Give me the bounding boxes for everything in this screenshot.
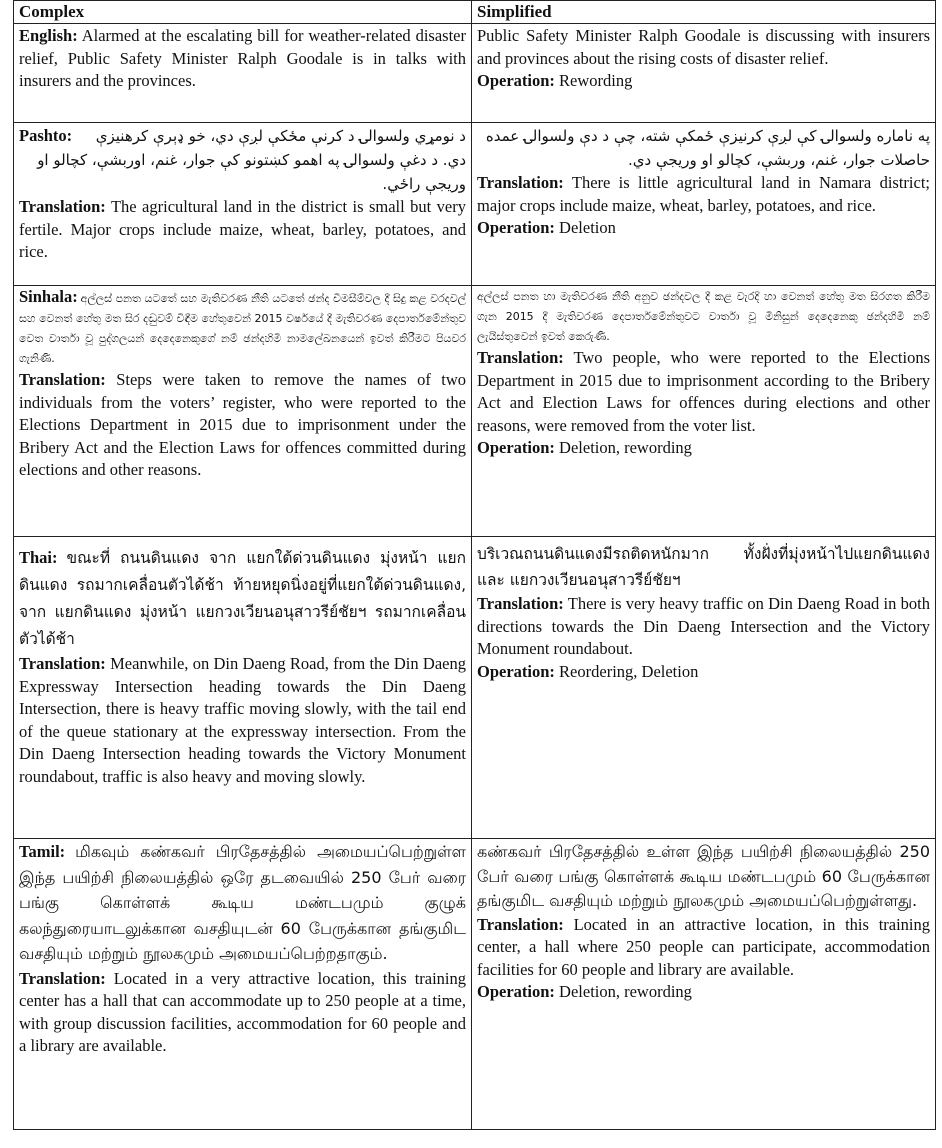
complex-cell — [14, 286, 472, 537]
translation-label: Translation: — [19, 968, 106, 988]
translation-label: Translation: — [477, 914, 564, 934]
complex-text: Alarmed at the escalating bill for weather-related disaster relief, Public Safety Minister Ralph Goodale is in talks with insurers and the provinces. — [19, 26, 466, 90]
simplified-translation: There is little agricultural land in Namara district; major crops include maize, wheat, barley, potatoes, and rice. — [477, 173, 930, 215]
operation-value: Rewording — [559, 71, 633, 90]
header-simplified: Simplified — [472, 1, 936, 24]
simplified-translation: Located in an attractive location, in this training center, a hall where 250 people can participate, accommodation facilities for 60 people and library are available. — [477, 914, 931, 979]
header-row — [14, 1, 936, 24]
operation-value: Deletion — [559, 218, 616, 237]
complex-text: மிகவும் கண்கவர் பிரதேசத்தில் அமையப்பெற்றுள்ள இந்த பயிற்சி நிலையத்தில் ஒரே தடவையில் 250 பேர் வரை பங்கு கொள்ளக் கூடிய மண்டபமும் குழுக் கலந்துரையாடலுக்கான வசதியுடன் 60 பேருக்கான தங்குமிட வசதியும் மற்றும் நூலகமும் அமையப்பெற்றதாகும். — [19, 842, 466, 963]
operation-label: Operation: — [477, 438, 555, 457]
operation-value: Deletion, rewording — [559, 982, 692, 1001]
table-row — [14, 286, 936, 537]
language-label: Pashto: — [19, 126, 73, 145]
operation-label: Operation: — [477, 982, 555, 1001]
translation-label: Translation: — [477, 173, 564, 192]
table-row — [14, 24, 936, 123]
complex-text: අල්ලස් පනත යටතේ සහ මැතිවරණ නීති යටතේ ඡන්ද විමසීම්වල දී සිදු කළ වරදවල් සහ වෙනත් හේතු මත සිර දඬුවම් විඳීම හේතුවෙන් 2015 වර්ෂයේ දී මැතිවරණ දෙපාර්තමේන්තුව වෙත වාර්තා වූ පුද්ගලයන් දෙදෙනෙකුගේ නම් ඡන්දහිමි නාමලේඛනයෙන් ඉවත් කිරීමට පියවර ගැනිණි. — [19, 292, 466, 365]
simplified-text: கண்கவர் பிரதேசத்தில் உள்ள இந்த பயிற்சி நிலையத்தில் 250 பேர் வரை பங்கு கொள்ளக் கூடிய மண்டபமும் 60 பேருக்கான தங்குமிட வசதியும் மற்றும் நூலகமும் அமையப்பெற்றுள்ளது. — [477, 842, 930, 910]
operation-label: Operation: — [477, 218, 555, 237]
simplified-cell — [472, 286, 936, 537]
complex-text: ขณะที่ ถนนดินแดง จาก แยกใต้ด่วนดินแดง มุ่งหน้า แยกดินแดง รถมากเคลื่อนตัวได้ช้า ท้ายหยุดนิ่งอยู่ที่แยกใต้ด่วนดินแดง, จาก แยกดินแดง มุ่งหน้า แยกวงเวียนอนุสาวรีย์ชัยฯ รถมากเคลื่อนตัวได้ช้า — [19, 549, 466, 648]
complex-cell — [14, 537, 472, 839]
complex-translation: Meanwhile, on Din Daeng Road, from the Din Daeng Expressway Intersection heading towards the Din Daeng Intersection, there is heavy traffic moving slowly, with the tail end of the queue stationary at the expressway intersection. From the Din Daeng Intersection heading towards the Victory Monument roundabout, traffic is also heavy and moving slowly. — [19, 654, 466, 786]
examples-table — [13, 0, 936, 1130]
complex-text: د نومړي ولسوالۍ د کرنې مځکې لږې دي، خو ډېرې کرهنیزې دي. د دغې ولسوالۍ په اهمو کښتونو کې جوار، غنم، اوربشې، کچالو او وریجې راځي. — [37, 127, 466, 193]
table-row — [14, 123, 936, 286]
operation-label: Operation: — [477, 71, 555, 90]
operation-value: Reordering, Deletion — [559, 661, 699, 681]
language-label: Thai: — [19, 548, 58, 567]
complex-translation: The agricultural land in the district is small but very fertile. Major crops include maize, wheat, barley, potatoes, and rice. — [19, 197, 466, 261]
complex-translation: Located in a very attractive location, this training center has a hall that can accommodate up to 250 people at a time, with group discussion facilities, accommodation for 60 people and a library are available. — [19, 968, 467, 1055]
simplified-cell — [472, 123, 936, 286]
translation-label: Translation: — [19, 654, 106, 673]
simplified-text: په ناماره ولسوالۍ کې لږې کرنیزې ځمکې شته، چې د دې ولسوالۍ عمده حاصلات جوار، غنم، وربشې، کچالو او وریجې دي. — [485, 127, 930, 169]
language-label: Sinhala: — [19, 287, 78, 306]
simplified-cell — [472, 839, 936, 1130]
translation-label: Translation: — [477, 594, 564, 613]
language-label: Tamil: — [19, 842, 66, 861]
simplified-translation: Two people, who were reported to the Elections Department in 2015 due to imprisonment according to the Bribery Act and Election Laws for offences during elections and other reasons, were removed from the voter list. — [477, 348, 930, 435]
simplified-text: Public Safety Minister Ralph Goodale is discussing with insurers and provinces about the rising costs of disaster relief. — [477, 26, 930, 68]
simplified-text: บริเวณถนนดินแดงมีรถติดหนักมาก ทั้งฝั่งที่มุ่งหน้าไปแยกดินแดง และ แยกวงเวียนอนุสาวรีย์ชัยฯ — [477, 545, 930, 589]
complex-cell — [14, 24, 472, 123]
operation-value: Deletion, rewording — [559, 438, 692, 457]
complex-translation: Steps were taken to remove the names of two individuals from the voters’ register, who were reported to the Elections Department in 2015 due to imprisonment under the Bribery Act and the Election Laws for offences committed during elections and other reasons. — [19, 370, 467, 479]
translation-label: Translation: — [477, 348, 564, 367]
translation-label: Translation: — [19, 197, 106, 216]
header-complex: Complex — [14, 1, 472, 24]
complex-cell — [14, 839, 472, 1130]
complex-cell — [14, 123, 472, 286]
simplified-text: අල්ලස් පනත හා මැතිවරණ නීති අනුව ඡන්දවල දී කළ වැරදි හා වෙනත් හේතු මත සිරගත කිරීම ගැන 2015 දී මැතිවරණ දෙපාර්තමේන්තුවට වාර්තා වූ මිනිසුන් දෙදෙනෙකු ඡන්දහිමි නම් ලැයිස්තුවෙන් ඉවත් කෙරුණි. — [477, 290, 930, 343]
simplified-cell — [472, 24, 936, 123]
simplified-translation: There is very heavy traffic on Din Daeng Road in both directions towards the Din Daeng Intersection and the Victory Monument roundabout. — [477, 594, 930, 658]
translation-label: Translation: — [19, 370, 106, 389]
simplified-cell — [472, 537, 936, 839]
table-row — [14, 537, 936, 839]
table-row — [14, 839, 936, 1130]
language-label: English: — [19, 26, 78, 45]
operation-label: Operation: — [477, 661, 555, 681]
